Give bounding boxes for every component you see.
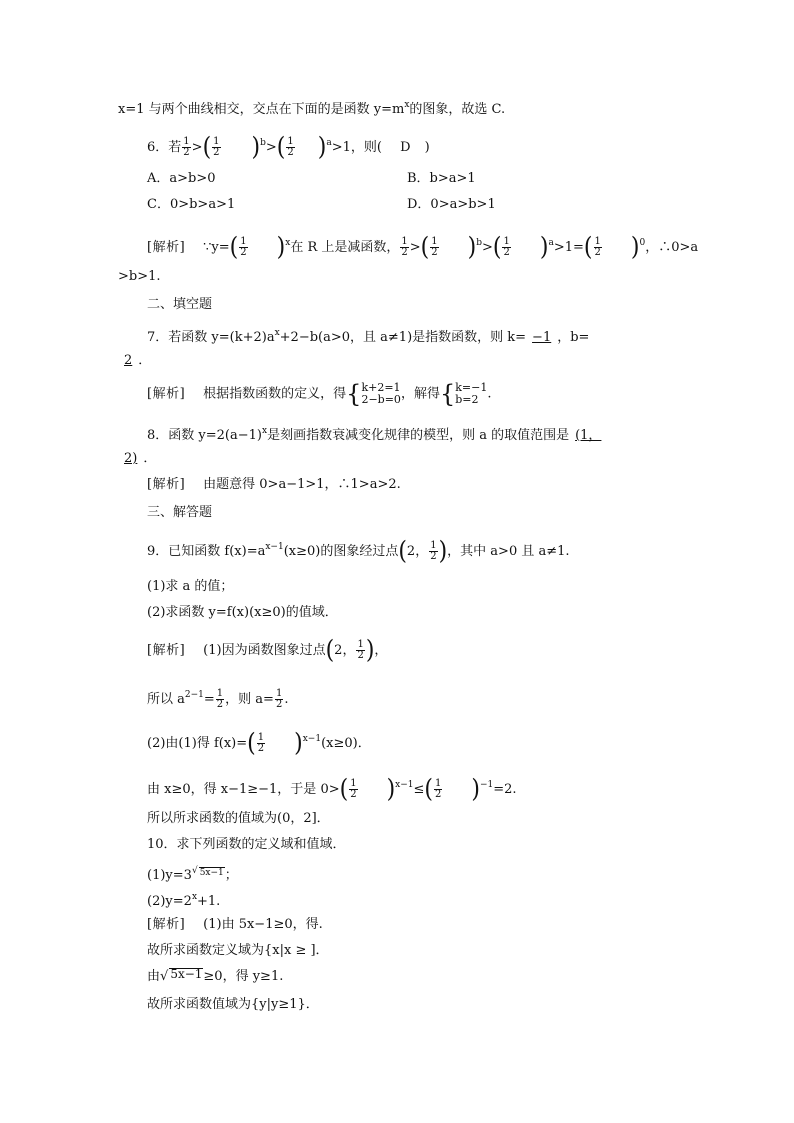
sup: b [260,138,266,148]
equation-system: k+2=1 2−b=0 [361,381,401,406]
question-10: 10．求下列函数的定义域和值域． [147,837,346,852]
q9-solution-3: (2)由(1)得 f(x)=( $\frac{1}{2}$ )$^{x-1}$(x≥0)． [147,728,371,758]
fraction: $\frac{1}{2}$ [257,732,265,754]
question-9-part-2: (2)求函数 y=f(x)(x≥0)的值域． [147,605,338,620]
text: ) [424,140,430,155]
op: > [191,140,203,155]
option-c: C．0>b>a>1 [147,197,236,212]
fraction: $\frac{1}{2}$ [240,236,247,258]
q10-solution-3: 由√ 5x−1≥0，得 y≥1. [147,967,284,984]
paren: ( [202,132,212,162]
q9-solution-1: [解析] (1)因为函数图象过点(2， $\frac{1}{2}$ )， [147,635,388,665]
paren: ) [251,132,261,162]
question-8: 8．函数 $y=2(a-1)^x$是刻画指数衰减变化规律的模型，则 a 的取值范围是 (1， [147,422,607,445]
fraction: $\frac{1}{2}$ [435,778,442,800]
answer-blank: 2 [124,353,133,368]
fraction: $\frac{1}{2}$ [350,778,357,800]
q10-solution-4: 故所求函数值域为{y|y≥1}． [147,997,319,1012]
fraction: $\frac{1}{2}$ [287,136,294,158]
fraction: $\frac{1}{2}$ [401,236,408,258]
q6-solution-cont: >b>1. [118,269,161,284]
solution-tag: [解析] [147,917,186,932]
question-7: 7．若函数 $y=(k+2)a^x+2-b(a>0$，且 a≠1)是指数函数，则 k= −1 ，b= [147,328,590,345]
paren: ( [229,232,239,262]
q7-solution: [解析] 根据指数函数的定义，得{ k+2=1 2−b=0 ，解得{ k=−1 b=2 . [147,380,492,408]
section-title-2: 二、填空题 [147,297,213,312]
op: >1 [331,140,351,155]
radical: 5x−1 [199,868,224,878]
question-8-cont: 2) ． [118,450,156,468]
q10-solution-1: [解析] (1)由 5x−1≥0，得. [147,917,323,932]
section-title-3: 三、解答题 [147,505,213,520]
q10-solution-2: 故所求函数定义域为{x|x ≥ ]． [147,943,329,958]
paren: ( [276,132,286,162]
question-9-part-1: (1)求 a 的值； [147,579,234,594]
text: x=1 与两个曲线相交，交点在下面的是函数 y=m [118,102,405,117]
solution-tag: [解析] [147,643,186,658]
option-a: A．a>b>0 [147,171,216,186]
answer-blank: (1， [575,428,602,443]
sup: a [326,138,332,148]
question-7-cont: 2 ． [118,352,151,370]
answer-blank: 2) [124,451,138,466]
q6-solution: [解析] ∵y=( $\frac{1}{2}$ )$^x$在 R 上是减函数， $\frac{1}{2}$ >( $\frac{1}{2}$ )$^b$>( $\frac{1}{2}$ )$^a$>1=( $\frac{1}{2}$ )$^0$，∴0>a [147,232,699,262]
q9-solution-5: 所以所求函数的值域为(0，2]． [147,811,330,826]
sup: x [404,100,410,110]
option-b: B．b>a>1 [407,171,476,186]
equation-system: k=−1 b=2 [455,381,488,406]
solution-tag: [解析] [147,477,186,492]
fraction: $\frac{1}{2}$ [216,688,224,710]
fraction: $\frac{1}{2}$ [431,236,438,258]
answer: D [400,140,411,155]
question-10-part-2: $(2)y=2^x+1$. [147,892,221,909]
question-9: 9．已知函数 $f(x)=a^{x-1}(x\ge 0)$的图象经过点(2， $\frac{1}{2}$ )，其中 a>0 且 a≠1. [147,536,570,566]
radical: 5x−1 [170,967,203,981]
text: ，则( [350,140,382,155]
paren: ) [276,232,286,262]
text: 在 R 上是减函数， [290,240,400,255]
answer-blank: −1 [532,330,552,345]
solution-tag: [解析] [147,240,186,255]
option-d: D．0>a>b>1 [407,197,496,212]
fraction: $\frac{1}{2}$ [275,688,283,710]
fraction: $\frac{1}{2}$ [430,540,437,562]
line-1 [118,96,505,119]
text: 的图象，故选 C. [409,102,506,117]
op: > [265,140,277,155]
q8-solution: [解析] 由题意得 0>a−1>1，∴1>a>2. [147,477,401,492]
question-number: 6．若 [147,140,182,155]
q9-solution-2: 所以 $a^{2-1}=$ $\frac{1}{2}$ ，则 a= $\frac{1}{2}$ . [147,688,289,710]
solution-tag: [解析] [147,386,186,402]
fraction: $\frac{1}{2}$ [503,236,510,258]
fraction: $\frac{1}{2}$ [213,136,220,158]
question-6 [147,132,430,162]
q9-solution-4: 由 x≥0，得 x−1≥−1，于是 0>( $\frac{1}{2}$ )$^{x-1}$≤( $\frac{1}{2}$ )$^{-1}$=2. [147,774,517,804]
fraction: $\frac{1}{2}$ [183,136,190,158]
question-10-part-1: (1)y=3√ 5x−1； [147,866,238,883]
paren: ) [317,132,327,162]
fraction: $\frac{1}{2}$ [357,639,364,661]
fraction: $\frac{1}{2}$ [594,236,601,258]
